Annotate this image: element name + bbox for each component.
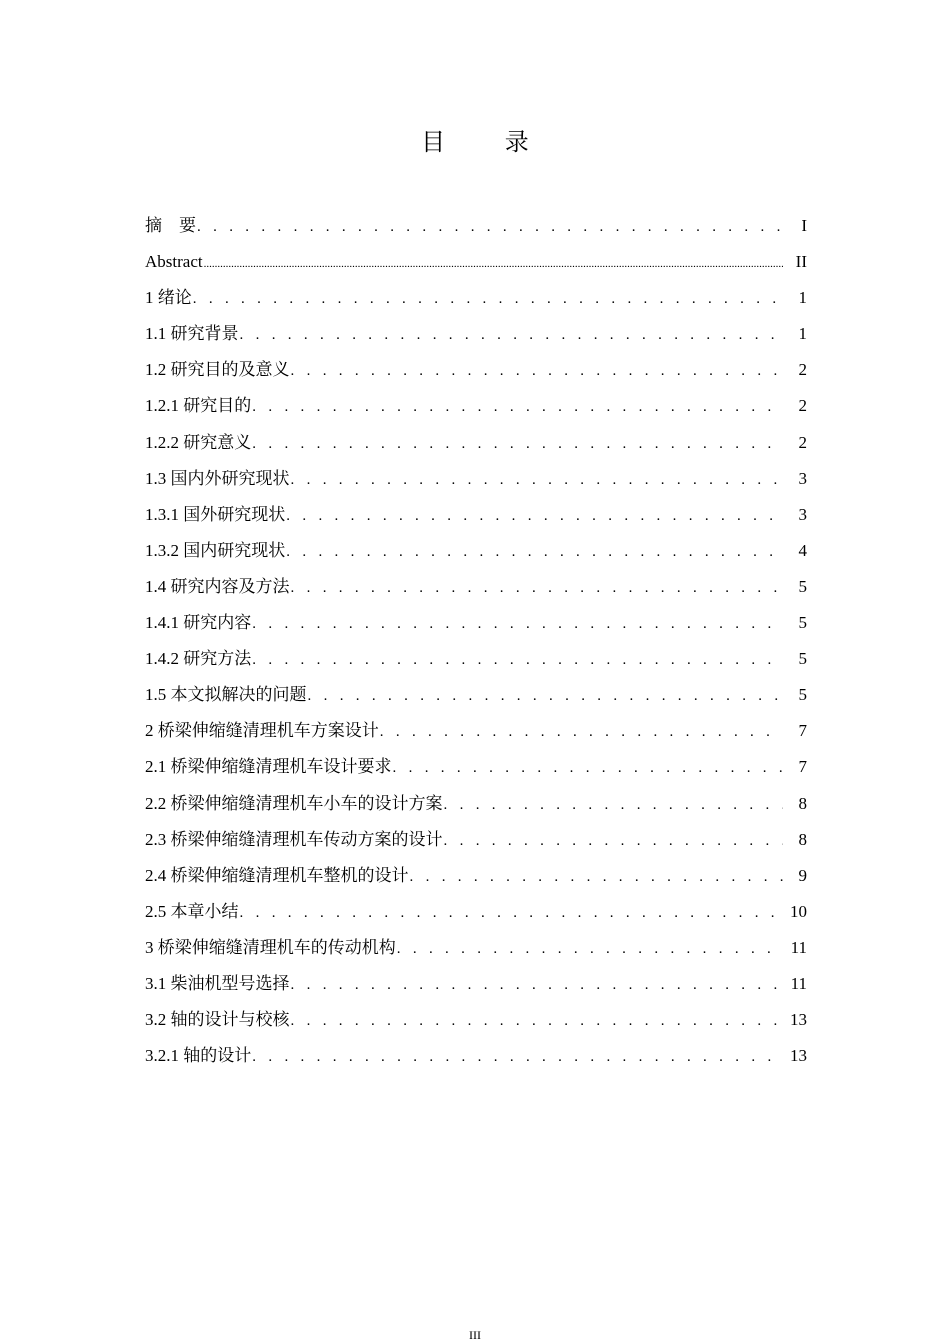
toc-entry[interactable]	[145, 316, 807, 352]
toc-leader-dots	[252, 426, 783, 462]
toc-entry-page: 8	[798, 829, 807, 849]
toc-leader-dots	[291, 570, 784, 606]
toc-entry[interactable]	[145, 497, 807, 533]
toc-entry[interactable]	[145, 966, 807, 1002]
toc-entry-page: 7	[798, 757, 807, 777]
toc-entry[interactable]	[145, 641, 807, 677]
toc-entry-label: 1.5 本文拟解决的问题	[145, 685, 307, 705]
toc-entry-page: 5	[798, 576, 807, 596]
toc-leader-dots	[397, 931, 783, 967]
toc-entry-page: 2	[798, 396, 807, 416]
toc-leader-dots	[380, 714, 783, 750]
toc-entry-label: 3.2 轴的设计与校核	[145, 1010, 290, 1030]
toc-entry[interactable]	[145, 894, 807, 930]
toc-entry-label: 3 桥梁伸缩缝清理机车的传动机构	[145, 937, 396, 957]
toc-entry-page: 4	[798, 540, 807, 560]
toc-entry-page: 2	[798, 432, 807, 452]
toc-entry-label: 1.4.1 研究内容	[145, 613, 252, 633]
toc-leader-dots	[291, 353, 784, 389]
toc-entry[interactable]	[145, 822, 807, 858]
toc-entry-page: 3	[798, 468, 807, 488]
toc-entry-label: 1.3 国内外研究现状	[145, 468, 290, 488]
toc-entry-label: 2.4 桥梁伸缩缝清理机车整机的设计	[145, 865, 409, 885]
toc-entry-page: 7	[798, 721, 807, 741]
toc-leader-dots	[204, 246, 783, 282]
toc-entry[interactable]	[145, 244, 807, 280]
toc-entry-page: 1	[798, 324, 807, 344]
toc-leader-dots	[252, 642, 783, 678]
toc-entry[interactable]	[145, 858, 807, 894]
toc-leader-dots	[240, 895, 784, 931]
toc-leader-dots	[393, 750, 784, 786]
toc-entry-label: 1.2.1 研究目的	[145, 396, 252, 416]
toc-entry-page: 9	[798, 865, 807, 885]
page-title: 目 录	[421, 128, 555, 156]
toc-leader-dots	[193, 281, 783, 317]
toc-leader-dots	[410, 859, 784, 895]
toc-leader-dots	[291, 1003, 784, 1039]
toc-entry[interactable]	[145, 352, 807, 388]
toc-entry-label: 1.4.2 研究方法	[145, 649, 252, 669]
toc-entry-page: II	[795, 252, 807, 272]
toc-entry[interactable]	[145, 605, 807, 641]
toc-entry-label: Abstract	[145, 252, 203, 272]
toc-entry[interactable]	[145, 461, 807, 497]
toc-leader-dots	[444, 823, 784, 859]
toc-entry-page: 8	[798, 793, 807, 813]
toc-entry[interactable]	[145, 1038, 807, 1074]
toc-entry[interactable]	[145, 208, 807, 244]
toc-entry-page: 11	[790, 937, 807, 957]
toc-entry[interactable]	[145, 569, 807, 605]
toc-leader-dots	[240, 317, 784, 353]
toc-entry-label: 2.2 桥梁伸缩缝清理机车小车的设计方案	[145, 793, 443, 813]
toc-entry-page: 1	[798, 288, 807, 308]
toc-entry-label: 1.3.2 国内研究现状	[145, 540, 286, 560]
toc-entry-label: 1.2.2 研究意义	[145, 432, 252, 452]
table-of-contents	[145, 208, 807, 1074]
toc-entry-label: 3.1 柴油机型号选择	[145, 973, 290, 993]
toc-entry-label: 2.5 本章小结	[145, 901, 239, 921]
toc-entry[interactable]	[145, 677, 807, 713]
toc-entry[interactable]	[145, 1002, 807, 1038]
toc-entry-label: 2.3 桥梁伸缩缝清理机车传动方案的设计	[145, 829, 443, 849]
toc-entry-page: 11	[790, 973, 807, 993]
toc-entry-label: 1.3.1 国外研究现状	[145, 504, 286, 524]
toc-entry-label: 1.4 研究内容及方法	[145, 576, 290, 596]
toc-entry-page: I	[801, 216, 807, 235]
toc-leader-dots	[286, 498, 783, 534]
toc-entry-label: 1.1 研究背景	[145, 324, 239, 344]
toc-entry-page: 13	[790, 1046, 807, 1066]
toc-entry[interactable]	[145, 786, 807, 822]
toc-entry-label: 3.2.1 轴的设计	[145, 1046, 252, 1066]
toc-entry[interactable]	[145, 425, 807, 461]
page-number-footer: III	[469, 1328, 481, 1342]
toc-entry-label: 1 绪论	[145, 288, 192, 308]
toc-entry-label: 1.2 研究目的及意义	[145, 360, 290, 380]
toc-entry-page: 3	[798, 504, 807, 524]
toc-leader-dots	[308, 678, 784, 714]
toc-leader-dots	[197, 209, 783, 245]
toc-entry-page: 13	[790, 1010, 807, 1030]
toc-entry-label: 2 桥梁伸缩缝清理机车方案设计	[145, 721, 379, 741]
toc-entry-page: 5	[798, 613, 807, 633]
toc-entry[interactable]	[145, 280, 807, 316]
toc-entry[interactable]	[145, 388, 807, 424]
toc-entry-page: 5	[798, 685, 807, 705]
toc-entry[interactable]	[145, 930, 807, 966]
toc-leader-dots	[252, 1039, 783, 1075]
toc-leader-dots	[286, 534, 783, 570]
toc-entry[interactable]	[145, 713, 807, 749]
toc-leader-dots	[252, 389, 783, 425]
toc-entry-page: 10	[790, 901, 807, 921]
toc-entry[interactable]	[145, 533, 807, 569]
toc-leader-dots	[291, 462, 784, 498]
toc-leader-dots	[444, 787, 784, 823]
toc-entry-label: 2.1 桥梁伸缩缝清理机车设计要求	[145, 757, 392, 777]
toc-leader-dots	[291, 967, 784, 1003]
toc-entry[interactable]	[145, 749, 807, 785]
toc-entry-page: 2	[798, 360, 807, 380]
toc-entry-page: 5	[798, 649, 807, 669]
toc-entry-label: 摘 要	[145, 216, 196, 235]
toc-leader-dots	[252, 606, 783, 642]
